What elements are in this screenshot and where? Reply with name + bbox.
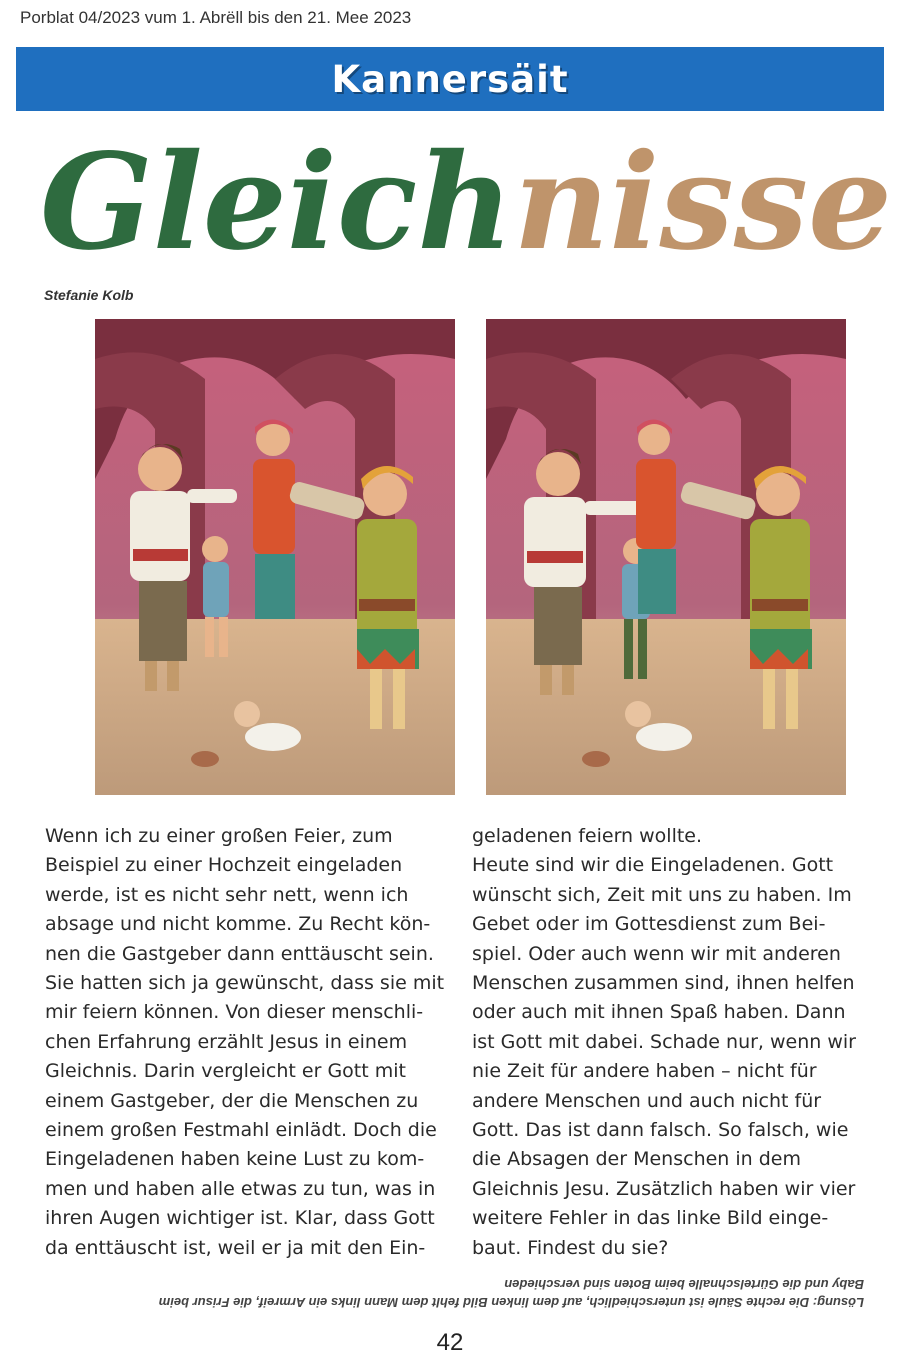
body-line: nen die Gastgeber dann enttäuscht sein.	[45, 942, 434, 965]
body-line: weitere Fehler in das linke Bild einge-	[472, 1207, 829, 1230]
body-line: spiel. Oder auch wenn wir mit anderen	[472, 942, 841, 965]
body-line: Wenn ich zu einer großen Feier, zum	[45, 825, 393, 847]
body-line: einem Gastgeber, der die Menschen zu	[45, 1089, 419, 1112]
section-banner	[16, 47, 884, 111]
body-line: mir feiern können. Von dieser menschli-	[45, 1001, 424, 1024]
body-line: ist Gott mit dabei. Schade nur, wenn wir	[472, 1030, 856, 1053]
body-line: men und haben alle etwas zu tun, was in	[45, 1177, 436, 1200]
body-line: Gebet oder im Gottesdienst zum Bei-	[472, 913, 826, 936]
body-line: ihren Augen wichtiger ist. Klar, dass Gott	[45, 1207, 435, 1230]
body-line: Gleichnis. Darin vergleicht er Gott mit	[45, 1060, 406, 1083]
body-line: da enttäuscht ist, weil er ja mit den Ein-	[45, 1236, 426, 1259]
section-title: Kannersäit	[331, 57, 569, 101]
body-text-left-column	[45, 822, 445, 1263]
title-part-nisse: nisse	[513, 125, 893, 280]
body-line: Gott. Das ist dann falsch. So falsch, wie	[472, 1119, 849, 1142]
body-line: absage und nicht komme. Zu Recht kön-	[45, 913, 431, 936]
page-title	[40, 118, 893, 288]
parable-scene-left-image	[95, 319, 455, 795]
body-line: nie Zeit für andere haben – nicht für	[472, 1060, 817, 1083]
page-number: 42	[436, 1329, 464, 1356]
solution-line: Baby und die Gürtelschnalle beim Boten sind verschieden	[504, 1277, 864, 1292]
author-name: Stefanie Kolb	[44, 287, 134, 303]
solution-line: Lösung: Die rechte Säule ist unterschiedlich, auf dem linken Bild fehlt dem Mann links ein Armreif, die Frisur beim	[158, 1295, 864, 1310]
title-part-gleich: Gleich	[40, 125, 514, 280]
body-line: werde, ist es nicht sehr nett, wenn ich	[45, 883, 409, 906]
body-line: oder auch mit ihnen Spaß haben. Dann	[472, 1001, 846, 1024]
body-line: Menschen zusammen sind, ihnen helfen	[472, 972, 855, 995]
body-line: geladenen feiern wollte.	[472, 825, 703, 847]
body-line: baut. Findest du sie?	[472, 1236, 669, 1259]
body-line: Eingeladenen haben keine Lust zu kom-	[45, 1148, 425, 1171]
issue-line: Porblat 04/2023 vum 1. Abrëll bis den 21. Mee 2023	[20, 8, 412, 27]
upside-down-solution	[44, 1275, 864, 1311]
body-line: die Absagen der Menschen in dem	[472, 1148, 802, 1171]
parable-scene-right-image	[486, 319, 846, 795]
illustration-left	[95, 319, 455, 795]
body-line: einem großen Festmahl einlädt. Doch die	[45, 1119, 437, 1142]
body-line: Heute sind wir die Eingeladenen. Gott	[472, 854, 834, 877]
illustration-right	[486, 319, 846, 795]
body-text-right-column	[472, 822, 872, 1263]
body-line: wünscht sich, Zeit mit uns zu haben. Im	[472, 883, 852, 906]
body-line: andere Menschen und auch nicht für	[472, 1089, 822, 1112]
body-line: Sie hatten sich ja gewünscht, dass sie mit	[45, 972, 445, 995]
body-line: chen Erfahrung erzählt Jesus in einem	[45, 1030, 408, 1053]
body-line: Beispiel zu einer Hochzeit eingeladen	[45, 854, 403, 877]
body-line: Gleichnis Jesu. Zusätzlich haben wir vier	[472, 1177, 856, 1200]
